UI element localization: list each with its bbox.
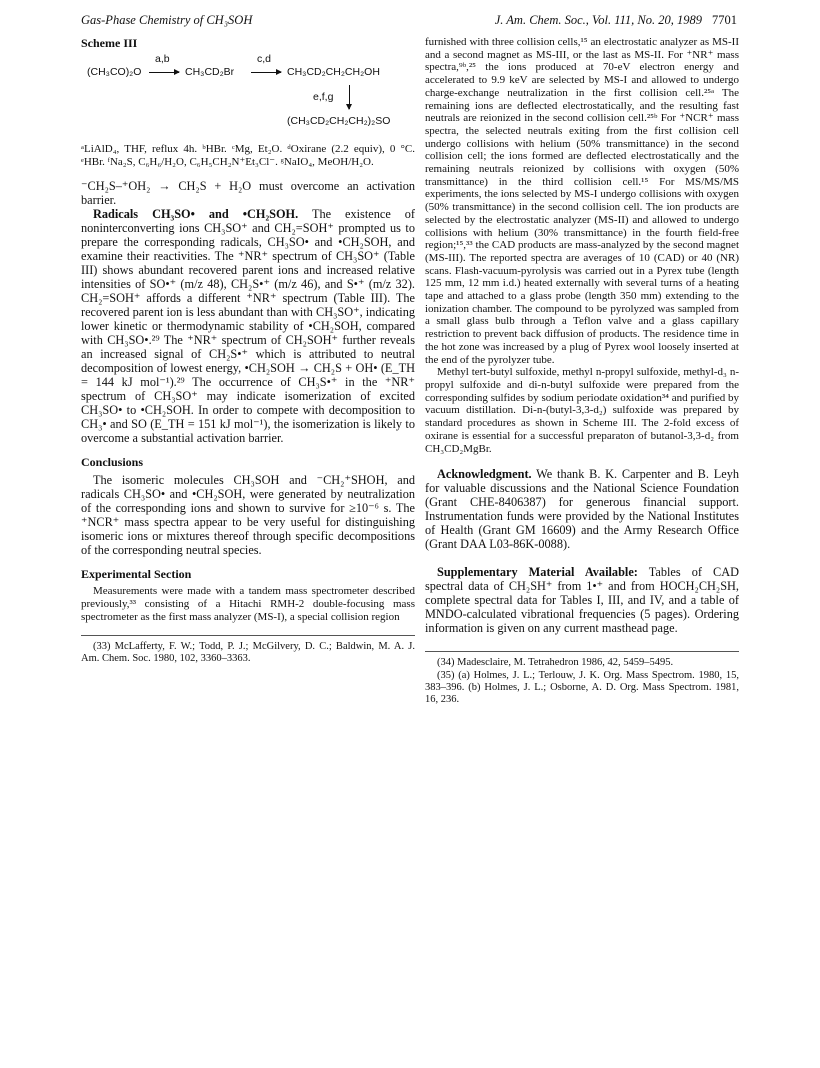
synthesis-paragraph: Methyl tert-butyl sulfoxide, methyl n-propyl sulfoxide, methyl-d₃ n-propyl sulfoxide and di-n-butyl sulfoxide were prepared from the corresponding sulfides by sodium periodate oxidation³⁴ and purified by vacuum distillation. Di-n-(butyl-3,3-d₂) sulfoxide was prepared by standard procedures as shown in Scheme III. The 2-fold excess of oxirane is essential for a successful preparaton of butanol-3,3-d₂ from CH₃CD₂MgBr. xyxy=(425,366,739,455)
paragraph: ⁻CH₂S–⁺OH₂ → CH₂S + H₂O must overcome an activation barrier. xyxy=(81,179,415,208)
supplementary-material xyxy=(425,565,739,635)
experimental-paragraph: Measurements were made with a tandem mass spectrometer described previously,³³ consisting of a Hitachi RMH-2 double-focusing mass spectrometer as the first mass analyzer (MS-I), a special collision region xyxy=(81,585,415,623)
experimental-heading: Experimental Section xyxy=(81,567,192,582)
scheme-reactant: (CH₃CO)₂O xyxy=(87,66,142,78)
right-column xyxy=(425,36,739,706)
acknowledgment-lead: Acknowledgment. xyxy=(437,467,532,482)
scheme-title: Scheme III xyxy=(81,36,138,50)
paragraph-lead: Radicals CH₃SO• and •CH₂SOH. xyxy=(93,207,299,222)
scheme-product1: CH₃CD₂CH₂CH₂OH xyxy=(287,66,380,78)
conclusions-paragraph: The isomeric molecules CH₃SOH and ⁻CH₂⁺SHOH, and radicals CH₃SO• and •CH₂SOH, were generated by neutralization of the corresponding ions and shown to survive for ≥10⁻⁶ s. The ⁺NCR⁺ mass spectra appear to be very useful for distinguishing isomeric ions or mixtures thereof through specific decompositions of the corresponding neutral species. xyxy=(81,473,415,558)
scheme-step3-label: e,f,g xyxy=(313,91,334,103)
paragraph-radicals xyxy=(81,207,415,445)
running-header-journal xyxy=(495,13,737,28)
page-number: 7701 xyxy=(712,13,737,27)
journal-citation: J. Am. Chem. Soc., Vol. 111, No. 20, 1989 xyxy=(494,13,702,27)
reference-35: (35) (a) Holmes, J. L.; Terlouw, J. K. Org. Mass Spectrom. 1980, 15, 383–396. (b) Holmes, J. L.; Osborne, A. D. Org. Mass Spectrom. 1981, 16, 236. xyxy=(425,669,739,706)
experimental-continued: furnished with three collision cells,¹⁵ an electrostatic analyzer as MS-II and a second magnet as MS-III, or the last as MS-II. For ⁺NR⁺ mass spectra,⁹ᵇ,²⁵ the ions produced at 70-eV electron energy and accelerated to 9.9 keV are selected by MS-I and allowed to undergo charge-exchange neutralization in the first collision cell.²⁵ᵃ The remaining ions are deflected electrostatically, and the resulting fast neutrals are reionized in the second collision cell.²⁵ᵇ For ⁺NCR⁺ mass spectra, the selected neutrals exiting from the first collision cell undergo collisions with helium (50% transmittance) in the second collision cell; the ions formed are deflected electrostatically and the remaining neutrals reionized by collisions with oxygen (50% transmittance) in the third collision cell.¹⁵ For MS/MS/MS experiments, the ions selected by MS-I undergo collisions with oxygen (50% transmittance) in the second collision cell. The ion products are selected by the electrostatic analyzer (MS-II) and allowed to undergo collisions with helium (30% transmittance) in the fourth field-free region;¹⁵,³³ the CAD products are mass-analyzed by the second magnet (MS-III). The reported spectra are averages of 10 (CAD) or 40 (NR) scans. Flash-vacuum-pyrolysis was carried out in a Pyrex tube (length 125 mm, 12 mm i.d.) heated externally with several turns of a heating tape and attached to a glass probe (length 350 mm) extending to the ionization chamber. The compound to be pyrolyzed was sampled from a small glass bulb through a Teflon valve and a glass capillary restriction to prevent back diffusion of products. The residence time in the hot zone was increased by a plug of Pyrex wool loosely inserted at the end of the pyrolyzer tube. xyxy=(425,36,739,366)
scheme-intermediate: CH₃CD₂Br xyxy=(185,66,235,78)
acknowledgment xyxy=(425,467,739,551)
left-column xyxy=(81,36,415,665)
scheme-step2-label: c,d xyxy=(257,53,272,65)
scheme-product2: (CH₃CD₂CH₂CH₂)₂SO xyxy=(287,115,391,127)
supplementary-lead: Supplementary Material Available: xyxy=(437,565,638,580)
footnote-rule xyxy=(81,635,415,636)
footnote-rule xyxy=(425,651,739,652)
reference-34: (34) Madesclaire, M. Tetrahedron 1986, 42, 5459–5495. xyxy=(437,657,674,669)
scheme-step1-label: a,b xyxy=(155,53,170,65)
reference-33: (33) McLafferty, F. W.; Todd, P. J.; McGilvery, D. C.; Baldwin, M. A. J. Am. Chem. Soc. 1980, 102, 3360–3363. xyxy=(81,640,415,664)
reaction-scheme xyxy=(81,51,415,143)
supplementary-text: Tables of CAD spectral data of CH₂SH⁺ from 1•⁺ and from HOCH₂CH₂SH, complete spectral data for Tables I, III, and IV, and a table of MNDO-calculated vibrational frequencies (5 pages). Ordering information is given on any current masthead page. xyxy=(425,565,739,636)
reaction-arrow xyxy=(251,72,281,73)
conclusions-heading: Conclusions xyxy=(81,455,144,470)
acknowledgment-text: We thank B. K. Carpenter and B. Leyh for valuable discussions and the National Science Foundation (Grant CHE-8406387) for generous financial support. Instrumentation funds were provided by the National Institutes of Health (Grant GM 16609) and the Army Research Office (Grant DAA L03-86K-0088). xyxy=(425,467,739,552)
reaction-arrow xyxy=(149,72,179,73)
running-header-title: Gas-Phase Chemistry of CH₃SOH xyxy=(81,13,253,27)
paragraph-text: The existence of noninterconverting ions CH₃SO⁺ and CH₂=SOH⁺ prompted us to prepare the corresponding radicals, CH₃SO• and •CH₂SOH, and examine their reactivities. The ⁺NR⁺ spectrum of CH₃SO⁺ (Table III) shows abundant recovered parent ions and increased relative intensities of SO•⁺ (m/z 48), CH₂S•⁺ (m/z 46), and S•⁺ (m/z 32). CH₂=SOH⁺ affords a different ⁺NR⁺ spectrum (Table III). The recovered parent ion is less abundant than with CH₃SO⁺, indicating lower kinetic or thermodynamic stability of •CH₂SOH, compared with CH₃SO•.²⁹ The ⁺NR⁺ spectrum of CH₂SOH⁺ further reveals an increased signal of CH₂S•⁺ which is attributed to neutral decomposition of lowest energy, •CH₂SOH → CH₂S + OH• (E_TH = 144 kJ mol⁻¹).²⁹ The occurrence of CH₃S•⁺ in the ⁺NR⁺ spectrum of CH₃SO⁺ may indicate isomerization of excited CH₃SO• to •CH₂SOH. In order to compete with decomposition to CH₃• and SO (E_TH = 151 kJ mol⁻¹), the isomerization is likely to overcome a substantial activation barrier. xyxy=(81,207,416,446)
reaction-arrow-down xyxy=(349,85,350,109)
scheme-footnote: ᵃLiAlD₄, THF, reflux 4h. ᵇHBr. ᶜMg, Et₂O. ᵈOxirane (2.2 equiv), 0 °C. ᵉHBr. ᶠNa₂S, C₆H₆/H₂O, C₆H₅CH₂N⁺Et₃Cl⁻. ᵍNaIO₄, MeOH/H₂O. xyxy=(81,143,415,168)
